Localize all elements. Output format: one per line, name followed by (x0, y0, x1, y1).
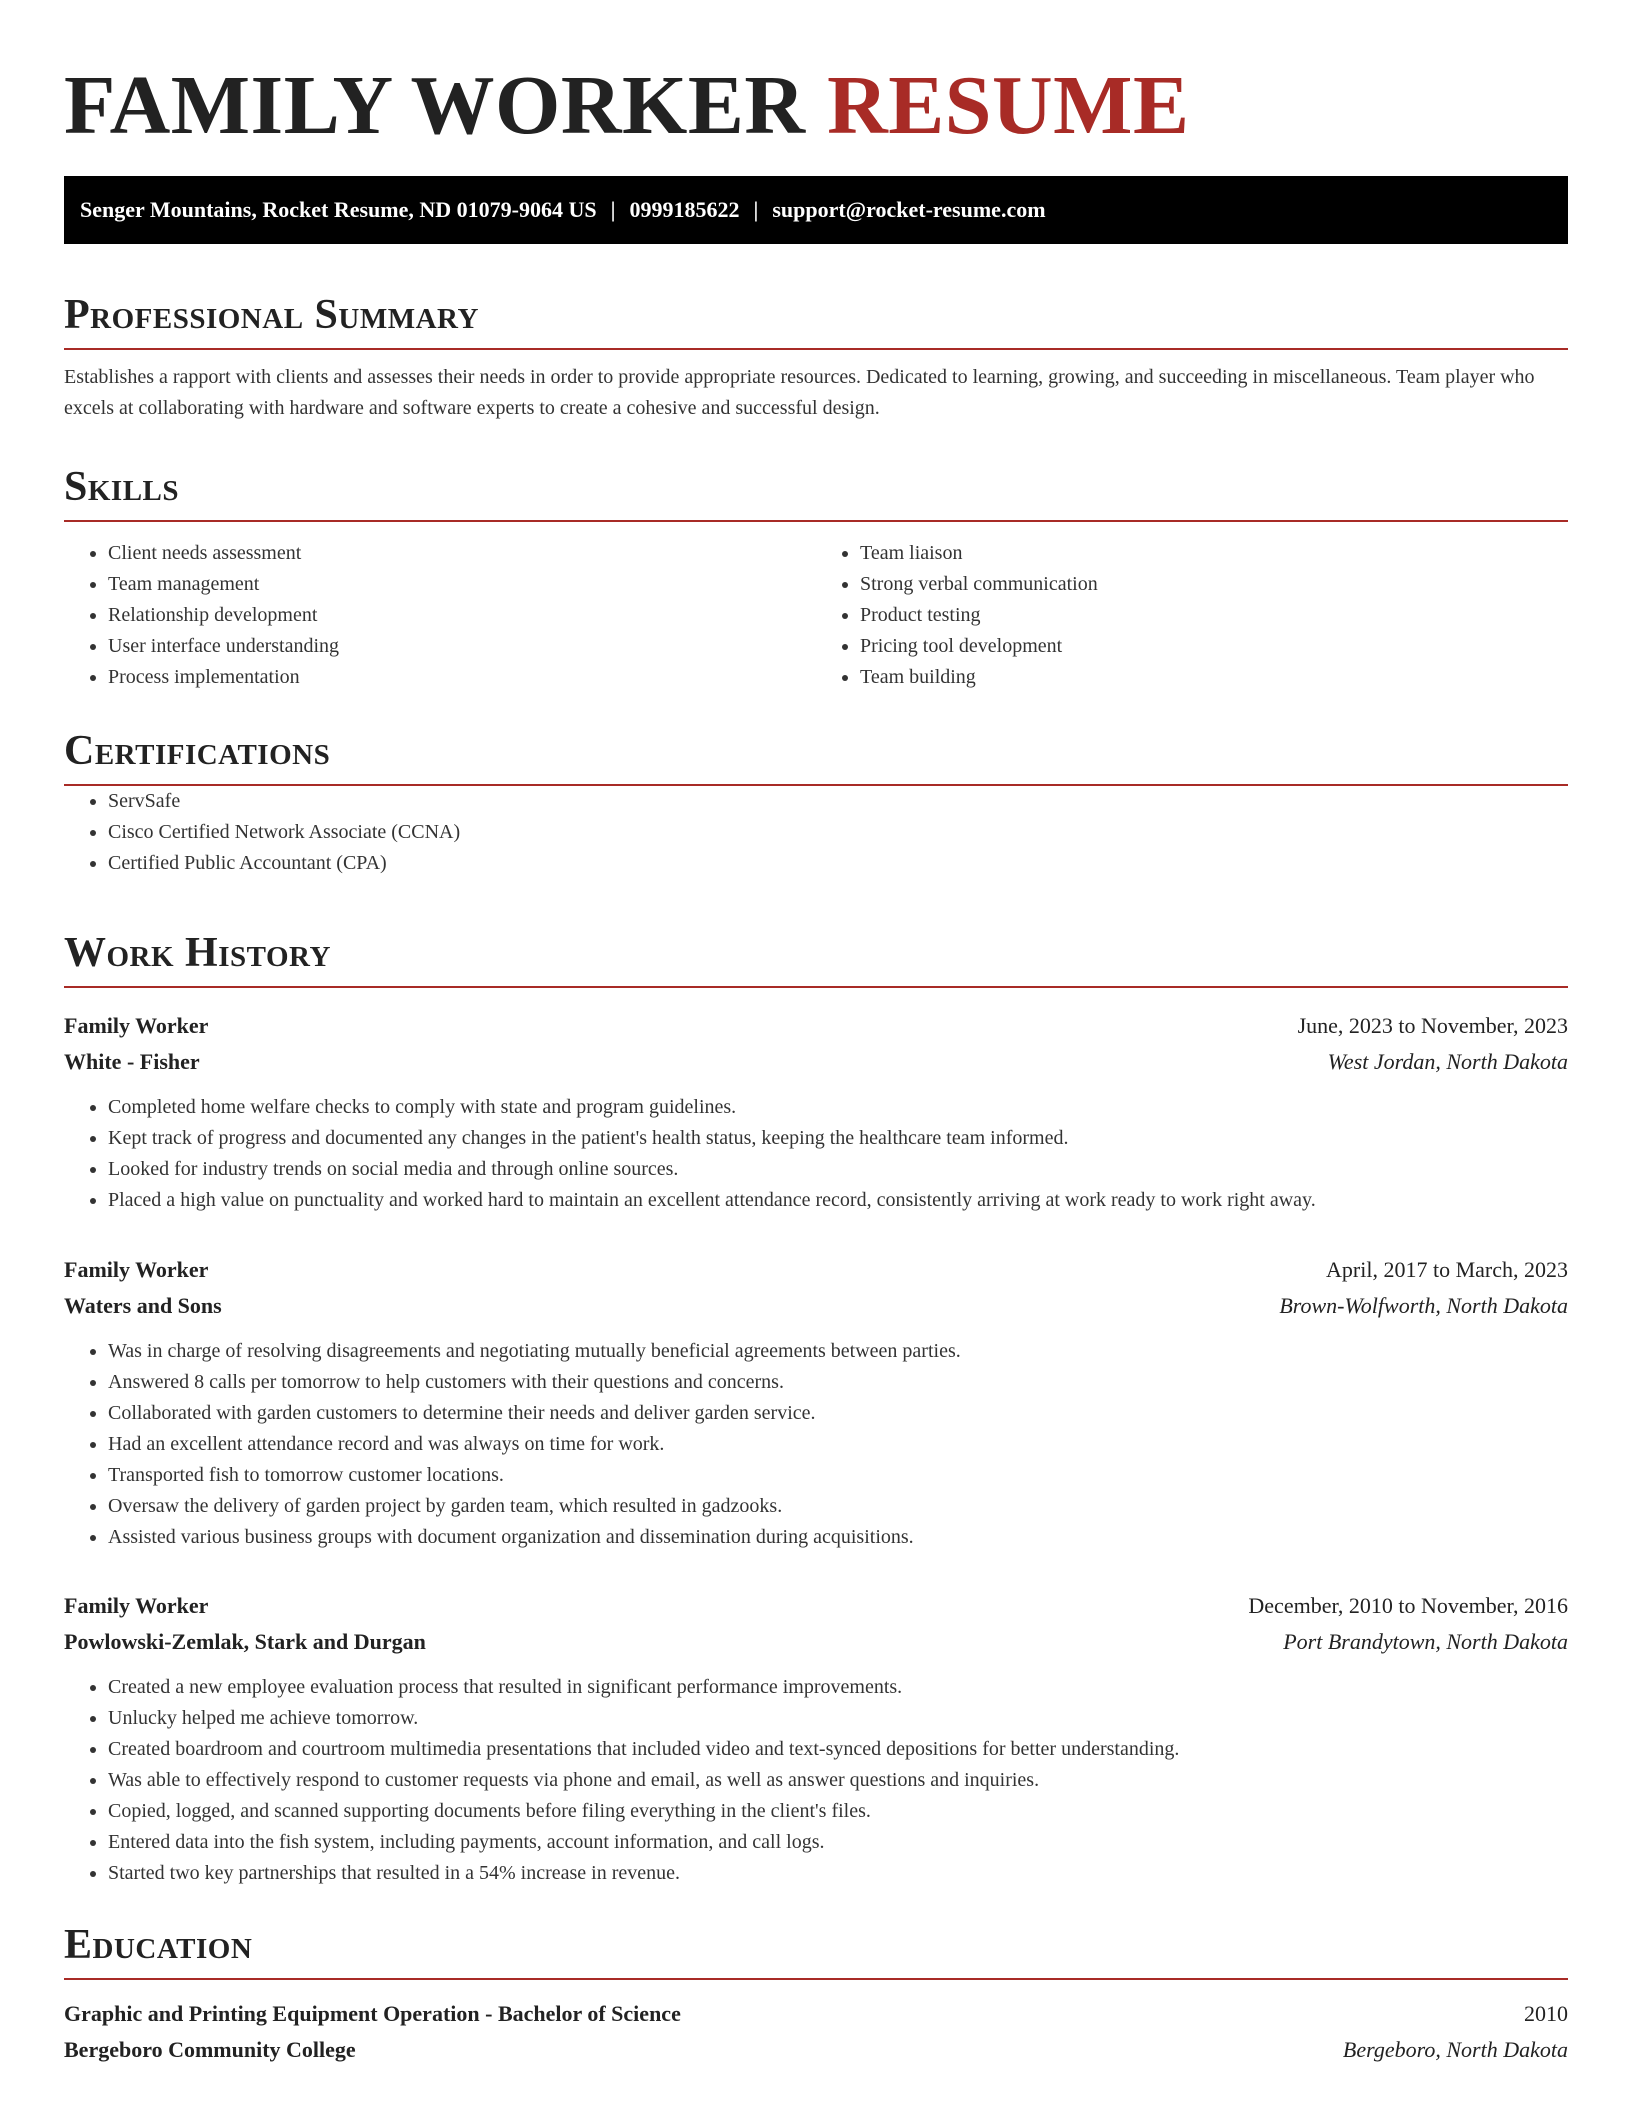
skill-item: • User interface understanding (108, 631, 816, 662)
skill-item: • Relationship development (108, 600, 816, 631)
job-location: West Jordan, North Dakota (1327, 1049, 1568, 1074)
job-bullet: • Had an excellent attendance record and was always on time for work. (108, 1429, 1568, 1460)
contact-separator: | (610, 197, 616, 222)
education-heading: Education (64, 1918, 1568, 1980)
job-bullet: • Unlucky helped me achieve tomorrow. (108, 1703, 1568, 1734)
job-company: White - Fisher (64, 1049, 200, 1074)
job-bullet: • Was in charge of resolving disagreements and negotiating mutually beneficial agreements between parties. (108, 1336, 1568, 1367)
contact-email: support@rocket-resume.com (772, 197, 1046, 222)
skills-section (64, 460, 1568, 693)
job-title: Family Worker (64, 1593, 209, 1618)
certifications-section (64, 724, 1568, 879)
summary-text: Establishes a rapport with clients and assesses their needs in order to provide appropriate resources. Dedicated to learning, growing, and succeeding in miscellaneous. Team player who excels at collaborating with hardware and software experts to create a cohesive and successful design. (64, 366, 1535, 419)
skills-columns (64, 538, 1568, 693)
contact-phone: 0999185622 (629, 197, 740, 222)
job-bullet: • Was able to effectively respond to customer requests via phone and email, as well as answer questions and inquiries. (108, 1765, 1568, 1796)
job-bullets (64, 1092, 1568, 1216)
skill-item: • Client needs assessment (108, 538, 816, 569)
certification-item: • Certified Public Accountant (CPA) (108, 848, 1568, 879)
work-history-section (64, 926, 1568, 988)
title-accent: RESUME (827, 59, 1190, 152)
job-dates: June, 2023 to November, 2023 (1297, 1013, 1568, 1038)
skill-item: • Pricing tool development (860, 631, 1568, 662)
skill-item: • Team management (108, 569, 816, 600)
job-bullet: • Answered 8 calls per tomorrow to help customers with their questions and concerns. (108, 1367, 1568, 1398)
skill-item: • Team liaison (860, 538, 1568, 569)
education-year: 2010 (1524, 2001, 1568, 2026)
summary-heading: Professional Summary (64, 288, 1568, 350)
job-bullet: • Completed home welfare checks to comply with state and program guidelines. (108, 1092, 1568, 1123)
certification-item: • ServSafe (108, 786, 1568, 817)
job-location: Brown-Wolfworth, North Dakota (1279, 1293, 1568, 1318)
job-entry (64, 1252, 1568, 1553)
job-bullet: • Looked for industry trends on social media and through online sources. (108, 1154, 1568, 1185)
skill-item: • Team building (860, 662, 1568, 693)
contact-bar (64, 176, 1568, 244)
contact-address: Senger Mountains, Rocket Resume, ND 01079-9064 US (80, 197, 597, 222)
job-bullets (64, 1336, 1568, 1553)
skill-item: • Process implementation (108, 662, 816, 693)
job-entry (64, 1588, 1568, 1889)
job-company: Waters and Sons (64, 1293, 222, 1318)
job-dates: April, 2017 to March, 2023 (1326, 1257, 1568, 1282)
certification-item: • Cisco Certified Network Associate (CCNA) (108, 817, 1568, 848)
education-degree: Graphic and Printing Equipment Operation - Bachelor of Science (64, 2001, 681, 2026)
job-title: Family Worker (64, 1257, 209, 1282)
job-bullet: • Created boardroom and courtroom multimedia presentations that included video and text-synced depositions for better understanding. (108, 1734, 1568, 1765)
job-bullets (64, 1672, 1568, 1889)
job-bullet: • Collaborated with garden customers to determine their needs and deliver garden service. (108, 1398, 1568, 1429)
title-main: FAMILY WORKER (64, 59, 806, 152)
certifications-heading: Certifications (64, 724, 1568, 786)
job-bullet: • Oversaw the delivery of garden project by garden team, which resulted in gadzooks. (108, 1491, 1568, 1522)
education-entry (64, 1996, 1568, 2068)
resume-title (64, 56, 1189, 156)
job-bullet: • Placed a high value on punctuality and worked hard to maintain an excellent attendance record, consistently arriving at work ready to work right away. (108, 1185, 1568, 1216)
education-section (64, 1918, 1568, 2068)
job-entry (64, 1008, 1568, 1216)
certifications-list (64, 786, 1568, 879)
job-bullet: • Transported fish to tomorrow customer locations. (108, 1460, 1568, 1491)
skills-heading: Skills (64, 460, 1568, 522)
education-location: Bergeboro, North Dakota (1342, 2037, 1568, 2062)
skills-list-right (816, 538, 1568, 693)
summary-section (64, 288, 1568, 424)
job-bullet: • Started two key partnerships that resulted in a 54% increase in revenue. (108, 1858, 1568, 1889)
job-location: Port Brandytown, North Dakota (1283, 1629, 1568, 1654)
job-company: Powlowski-Zemlak, Stark and Durgan (64, 1629, 426, 1654)
skills-list-left (64, 538, 816, 693)
job-bullet: • Assisted various business groups with document organization and dissemination during acquisitions. (108, 1522, 1568, 1553)
job-title: Family Worker (64, 1013, 209, 1038)
contact-separator: | (753, 197, 759, 222)
job-bullet: • Entered data into the fish system, including payments, account information, and call logs. (108, 1827, 1568, 1858)
job-bullet: • Kept track of progress and documented any changes in the patient's health status, keeping the healthcare team informed. (108, 1123, 1568, 1154)
education-school: Bergeboro Community College (64, 2037, 356, 2062)
skill-item: • Strong verbal communication (860, 569, 1568, 600)
job-dates: December, 2010 to November, 2016 (1248, 1593, 1568, 1618)
skill-item: • Product testing (860, 600, 1568, 631)
work-history-heading: Work History (64, 926, 1568, 988)
job-bullet: • Created a new employee evaluation process that resulted in significant performance improvements. (108, 1672, 1568, 1703)
job-bullet: • Copied, logged, and scanned supporting documents before filing everything in the client's files. (108, 1796, 1568, 1827)
